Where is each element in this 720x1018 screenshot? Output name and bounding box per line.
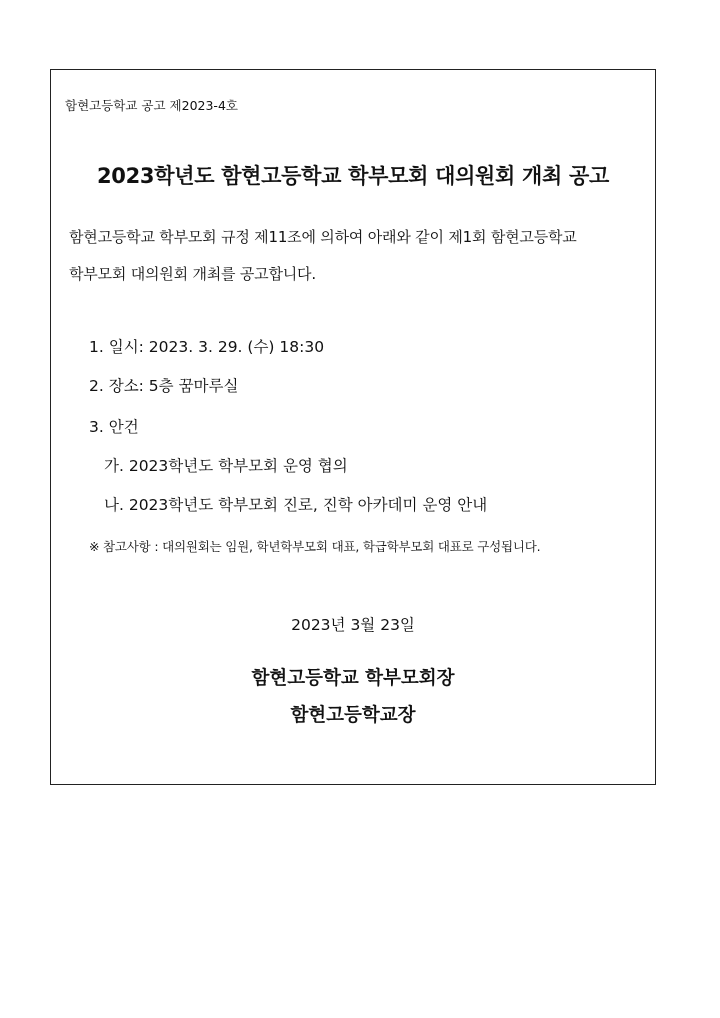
agenda-item-2: 나. 2023학년도 학부모회 진로, 진학 아카데미 운영 안내 bbox=[104, 496, 488, 514]
notice-title: 2023학년도 함현고등학교 학부모회 대의원회 개최 공고 bbox=[96, 164, 609, 188]
item-datetime: 1. 일시: 2023. 3. 29. (수) 18:30 bbox=[89, 338, 325, 356]
item-location: 2. 장소: 5층 꿈마루실 bbox=[89, 377, 239, 395]
intro-text-line-2: 학부모회 대의원회 개최를 공고합니다. bbox=[69, 265, 316, 283]
notice-frame bbox=[50, 69, 656, 785]
document-number: 함현고등학교 공고 제2023-4호 bbox=[65, 98, 238, 113]
reference-note: ※ 참고사항 : 대의원회는 임원, 학년학부모회 대표, 학급학부모회 대표로 구성됩니다. bbox=[89, 539, 541, 554]
signature-principal: 함현고등학교장 bbox=[290, 705, 416, 726]
item-agenda-heading: 3. 안건 bbox=[89, 418, 139, 436]
intro-text-line-1: 함현고등학교 학부모회 규정 제11조에 의하여 아래와 같이 제1회 함현고등학교 bbox=[69, 228, 577, 246]
notice-date: 2023년 3월 23일 bbox=[291, 616, 415, 634]
agenda-item-1: 가. 2023학년도 학부모회 운영 협의 bbox=[104, 457, 348, 475]
signature-pta-president: 함현고등학교 학부모회장 bbox=[251, 668, 455, 689]
